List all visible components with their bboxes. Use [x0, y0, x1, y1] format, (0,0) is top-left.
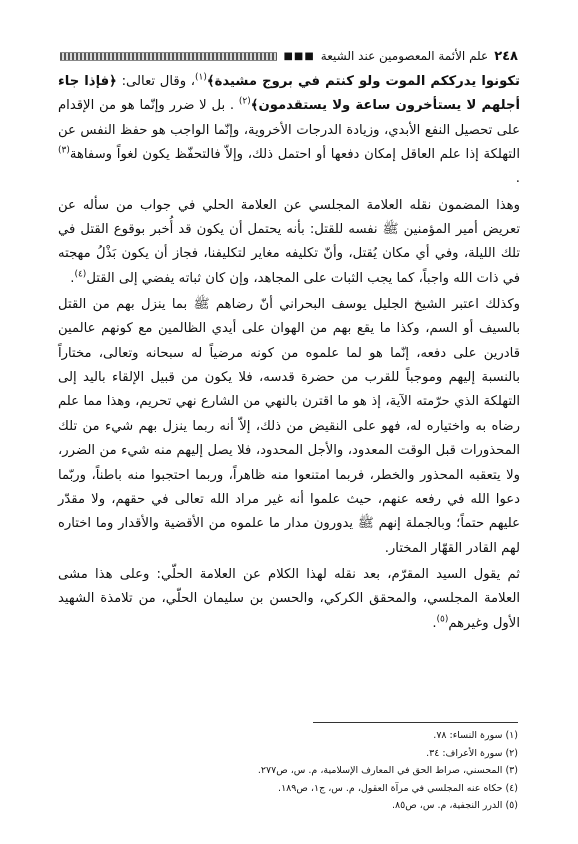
paragraph-2: وهذا المضمون نقله العلامة المجلسي عن العلامة الحلي في جواب من سأله عن تعريض أمير المؤمنين ﷺ نفسه للقتل: بأنه يحتمل أن يكون قد أُخبر بوقوع القتل في تلك الليلة، وفي أي مكان يُقتل، وأنّ تكليفه مغاير لتكليفنا، فجاز أن يكون بَذْلُ مهجته في ذات الله واجباً، كما يجب الثبات على المجاهد، وإن كان ثباته يفضي إلى القتل$^{(٤)}$. — [58, 197, 520, 286]
header-squares-ornament: ■■■ — [283, 50, 315, 62]
footnote-divider — [313, 722, 518, 723]
footnote-5: (٥) الدرر النجفية، م. س، ص٨٥. — [392, 800, 518, 812]
paragraph-1: تكونوا يدرككم الموت ولو كنتم في بروج مشيدة﴾$^{(١)}$، وقال تعالى: ﴿فإذا جاء أجلهم لا يستأخرون ساعة ولا يستقدمون﴾$^{(٢)}$ . بل لا ضرر وإنّما هو من الإقدام على تحصيل النفع الأبدي، وزيادة الدرجات الأخروية، وإنّما الواجب هو حفظ النفس عن التهلكة إذا علم العاقل إمكان دفعها أو احتمل ذلك، وإلاّ فالتحفّظ يكون لغواً وسفاهة$^{(٣)}$ . — [58, 72, 521, 187]
body-text — [58, 70, 520, 636]
footnote-4: (٤) حكاه عنه المجلسي في مرآة العقول، م. س، ج١، ص١٨٩. — [278, 782, 518, 794]
footnote-2: (٢) سورة الأعراف: ٣٤. — [426, 747, 518, 759]
paragraph-4: ثم يقول السيد المقرّم، بعد نقله لهذا الكلام عن العلامة الحلّي: وعلى هذا مشى العلامة المجلسي، والمحقق الكركي، والحسن بن سليمان الحلّي، من تلامذة الشهيد الأول وغيرهم$^{(٥)}$. — [58, 566, 520, 631]
paragraph-3: وكذلك اعتبر الشيخ الجليل يوسف البحراني أنّ رضاهم ﷺ بما ينزل بهم من القتل بالسيف أو السم، وكذا ما يقع بهم من الهوان على أيدي الظالمين مع كونهم عالمين قادرين على دفعه، إنّما هو لما علموه من كونه مرضياً له سبحانه وتعالى، مختاراً بالنسبة إليهم وموجباً للقرب من حضرة قدسه، فلا يكون من قبيل الإلقاء باليد إلى التهلكة الذي حرّمته الآية، إذ هو ما اقترن بالنهي من الشارع نهي تحريم، وهذا مما علم رضاه به واختياره له، فهو على النقيض من ذلك، إلاّ أنه ربما ينزل بهم شيء من تلك المحذورات قبل الوقت المعدود، والأجل المحدود، فلا يصل إليهم منه شيء من الضرر، ولا يتعقبه المحذور والخطر، فربما امتنعوا منه ظاهراً، وربما احتجبوا منه باطناً، وربّما دعوا الله في رفعه عنهم، حيث علموا أنه غير مراد الله تعالى في حقهم، ولا مقدّر عليهم حتماً؛ وبالجملة إنهم ﷺ يدورون مدار ما علموه من الأقضية والأقدار وما اختاره لهم القادر القهّار المختار. — [58, 297, 520, 556]
footnote-ref-5: (٥) — [436, 614, 449, 625]
quran-quote-1: تكونوا يدرككم الموت ولو كنتم في بروج مشيدة﴾ — [206, 74, 520, 89]
running-header — [60, 48, 518, 64]
page-number: ٢٤٨ — [494, 48, 518, 64]
header-ornament-bar — [60, 52, 277, 61]
footnotes — [120, 727, 518, 815]
footnote-ref-2: (٢) — [238, 96, 251, 107]
footnote-3: (٣) المحسني، صراط الحق في المعارف الإسلامية، م. س، ص٢٧٧. — [257, 765, 518, 777]
footnote-1: (١) سورة النساء: ٧٨. — [433, 730, 518, 741]
footnote-ref-1: (١) — [195, 72, 207, 83]
running-title: علم الأئمة المعصومين عند الشيعة — [320, 49, 489, 63]
footnote-ref-3: (٣) — [58, 145, 70, 156]
footnote-ref-4: (٤) — [74, 269, 87, 280]
quran-quote-2: ﴿فإذا جاء أجلهم لا يستأخرون ساعة ولا يستقدمون﴾ — [58, 74, 521, 114]
